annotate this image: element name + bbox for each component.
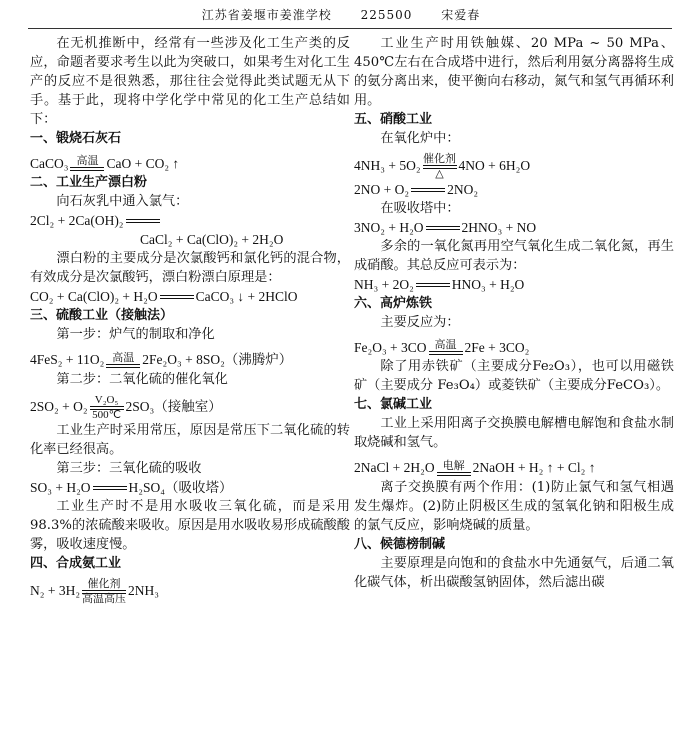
equation-products: CaCO₃ ↓ + 2HClO: [195, 289, 298, 305]
section-title: 八、候德榜制碱: [354, 536, 446, 552]
text-line: 第二步：二氧化硫的催化氧化: [56, 371, 228, 387]
equation: [30, 148, 350, 173]
reaction-condition: [424, 226, 462, 232]
text-line: 在氧化炉中：: [380, 131, 460, 146]
text-line: 主要反应为：: [380, 315, 460, 330]
equation-products: 2NH₃: [128, 582, 159, 598]
paragraph: 工业生产时采用常压，原因是常压下二氧化硫的转化率已经很高。: [30, 422, 350, 457]
equation-reactants: 2SO₂ + O₂: [30, 398, 88, 414]
equation-products: 4NO + 6H₂O: [458, 158, 531, 174]
header-rule: [28, 28, 672, 29]
equation-reactants: N₂ + 3H₂: [30, 582, 81, 598]
text-line: 向石灰乳中通入氯气：: [56, 194, 189, 210]
section-title: 三、硫酸工业（接触法）: [30, 308, 174, 324]
page-header: [0, 6, 682, 23]
text-line: 在吸收塔中：: [380, 201, 460, 216]
author-school: 江苏省姜堰市姜淮学校: [201, 8, 332, 22]
equation: [354, 218, 674, 237]
paragraph: 工业生产时用铁触媒、20 MPa ~ 50 MPa、450℃左右在合成塔中进行，然后利用氨分离器将生成的氨分离出来，使平衡向右移动，氮气和氢气再循环利用。: [354, 36, 674, 108]
paragraph: 多余的一氧化氮再用空气氧化生成二氧化氮，再生成硝酸。其总反应可表示为：: [354, 239, 674, 273]
equation-reactants: 3NO₂ + H₂O: [354, 220, 424, 235]
equation: [354, 148, 674, 180]
equation-reactants: 4FeS₂ + 11O₂: [30, 352, 105, 368]
section-title: 六、高炉炼铁: [354, 296, 433, 311]
equation-products: 2Fe₂O₃ + 8SO₂（沸腾炉）: [142, 352, 293, 368]
equation-reactants: 2Cl₂ + 2Ca(OH)₂: [30, 213, 124, 229]
equation-products: 2Fe + 3CO₂: [464, 340, 530, 355]
section-title: 二、工业生产漂白粉: [30, 175, 148, 191]
author-name: 宋爱春: [441, 8, 481, 22]
equation-products: HNO₃ + H₂O: [451, 277, 525, 292]
paragraph: 工业生产时不是用水吸收三氧化硫，而是采用98.3%的浓硫酸来吸收。原因是用水吸收易形成硫酸酸雾，吸收速度慢。: [30, 498, 350, 552]
paragraph: 漂白粉的主要成分是次氯酸钙和氯化钙的混合物，有效成分是次氯酸钙，漂白粉漂白原理是：: [30, 251, 350, 286]
paragraph: 离子交换膜有两个作用：(1)防止氯气和氢气相遇发生爆炸。(2)防止阴极区生成的氢氧化钠和阳极生成的氯气反应，影响烧碱的质量。: [354, 479, 674, 533]
equation: [30, 287, 350, 306]
equation-continuation: CaCl₂ + Ca(ClO)₂ + 2H₂O: [140, 232, 284, 248]
paragraph: 主要原理是向饱和的食盐水中先通氨气，后通二氧化碳气体，析出碳酸氢钠固体，然后滤出碳: [354, 555, 674, 590]
reaction-condition: $\frac{\text{V₂O₅}}{500℃}$: [88, 395, 126, 421]
equation-reactants: SO₃ + H₂O: [30, 479, 91, 495]
equation-products: H₂SO₄（吸收塔）: [128, 479, 233, 495]
equation-reactants: 4NH₃ + 5O₂: [354, 158, 421, 174]
equation-reactants: CaCO₃: [30, 156, 69, 171]
equation-products: 2HNO₃ + NO: [461, 220, 537, 235]
equation: [30, 573, 350, 605]
equation-reactants: CO₂ + Ca(ClO)₂ + H₂O: [30, 289, 158, 305]
equation: [354, 180, 674, 199]
equation: [354, 332, 674, 357]
equation-reactants: NH₃ + 2O₂: [354, 277, 414, 292]
author-postcode: 225500: [360, 8, 413, 22]
equation: [30, 478, 350, 497]
reaction-condition: 催化剂 高温高压: [82, 577, 127, 605]
reaction-condition: 高温: [104, 353, 142, 370]
intro-paragraph: 在无机推断中，经常有一些涉及化工生产类的反应，命题者要求考生以此为突破口，如果考生对化工生产的反应不是很熟悉，那往往会觉得此类试题无从下手。基于此，现将中学化学中常见的化工生产总结如下：: [30, 36, 350, 127]
equation-products: 2NaOH + H₂ ↑ + Cl₂ ↑: [472, 460, 596, 476]
right-column: [354, 34, 674, 592]
reaction-condition: 催化剂 △: [423, 153, 457, 180]
equation-reactants: 2NaCl + 2H₂O: [354, 460, 435, 476]
equation: [30, 389, 350, 421]
paragraph: 工业上采用阳离子交换膜电解槽电解饱和食盐水制取烧碱和氢气。: [354, 416, 674, 451]
section-title: 一、锻烧石灰石: [30, 131, 122, 146]
equation-reactants: Fe₂O₃ + 3CO: [354, 340, 427, 355]
section-title: 五、硝酸工业: [354, 112, 433, 127]
equation-products: 2NO₂: [447, 182, 479, 197]
equation: [30, 211, 350, 230]
equation-products: 2SO₃（接触室）: [125, 398, 222, 414]
equation: [30, 344, 350, 369]
equation-products: CaO + CO₂ ↑: [106, 156, 180, 171]
paragraph: 除了用赤铁矿（主要成分Fe₂O₃），也可以用磁铁矿（主要成分 Fe₃O₄）或菱铁矿（主要成分FeCO₃）。: [354, 359, 674, 394]
equation: [354, 452, 674, 477]
reaction-condition: [158, 295, 196, 301]
reaction-condition: 高温: [68, 156, 106, 173]
left-column: [30, 34, 350, 605]
reaction-condition: 高温: [427, 340, 465, 357]
reaction-condition: [91, 486, 129, 492]
text-line: 第一步：炉气的制取和净化: [56, 327, 215, 343]
reaction-condition: [409, 188, 447, 194]
section-title: 七、氯碱工业: [354, 397, 433, 413]
equation: [354, 275, 674, 294]
text-line: 第三步：三氧化硫的吸收: [56, 460, 202, 476]
reaction-condition: [124, 219, 162, 225]
reaction-condition: [414, 283, 452, 289]
section-title: 四、合成氨工业: [30, 555, 122, 571]
reaction-condition: 电解: [435, 461, 473, 478]
equation-reactants: 2NO + O₂: [354, 182, 410, 197]
